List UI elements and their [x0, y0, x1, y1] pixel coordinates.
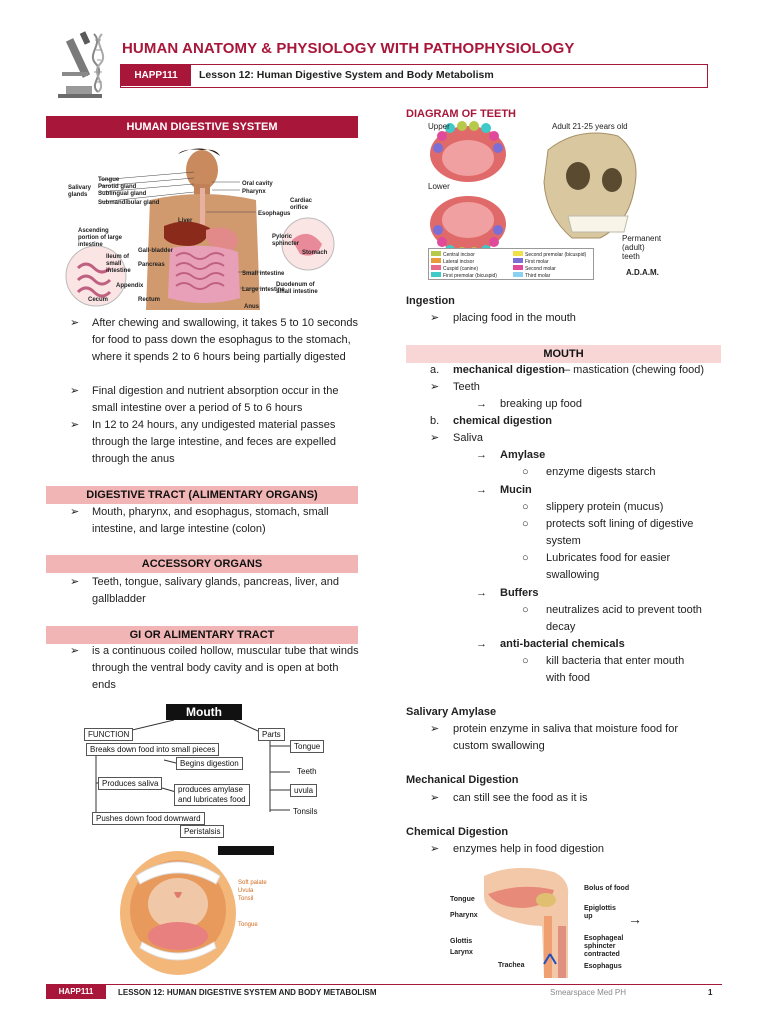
flow-f2: Produces saliva [98, 777, 162, 790]
mouth-illustration [118, 848, 238, 978]
swallow-larynx-label: Larynx [450, 949, 473, 956]
salivary-amylase-heading: Salivary Amylase [406, 706, 497, 718]
flow-function: FUNCTION [84, 728, 133, 741]
adam-logo: A.D.A.M. [626, 268, 659, 277]
legend-item: Lateral incisor [431, 258, 474, 265]
chemical-digestion-bullet: ➢ enzymes help in food digestion [430, 841, 730, 858]
flow-parts: Parts [258, 728, 285, 741]
swallow-esophagus-label: Esophagus [584, 963, 622, 970]
lesson-title: Lesson 12: Human Digestive System and Body Metabolism [199, 69, 494, 81]
label-appendix: Appendix [116, 283, 144, 289]
item-b-chemical: b. chemical digestion [430, 415, 553, 427]
ingestion-heading: Ingestion [406, 295, 455, 307]
label-small-intestine: Small intestine [242, 271, 285, 277]
swallow-bolus-label: Bolus of food [584, 885, 630, 892]
arrow-bullet-icon: ➢ [430, 432, 440, 444]
label-liver: Liver [178, 218, 193, 224]
teeth-lower-label: Lower [428, 182, 450, 191]
ingestion-bullet: ➢ placing food in the mouth [430, 310, 720, 327]
right-arrow-icon: → [476, 587, 487, 599]
label-parotid-gland: Parotid gland [98, 184, 137, 190]
arrow-bullet-icon: ➢ [430, 723, 440, 735]
flow-f3: Pushes down food downward [92, 812, 205, 825]
circle-bullet-icon: ○ [522, 518, 529, 530]
footer-brand: Smearspace Med PH [550, 988, 627, 997]
legend-item: Second molar [513, 265, 556, 272]
flow-f2b: produces amylase and lubricates food [174, 784, 250, 806]
mucin-sub-1: ○ slippery protein (mucus) [522, 499, 722, 516]
legend-swatch [431, 251, 441, 256]
label-gall-bladder: Gall-bladder [138, 248, 174, 254]
circle-bullet-icon: ○ [522, 655, 529, 667]
page-title: HUMAN ANATOMY & PHYSIOLOGY WITH PATHOPHYSIOLOGY [122, 40, 575, 57]
teeth-legend [428, 248, 594, 280]
teeth-subitem: → breaking up food [476, 396, 676, 413]
right-arrow-icon: → [476, 484, 487, 496]
teeth-item: ➢ Teeth [430, 379, 630, 396]
course-code-badge: HAPP111 [121, 65, 191, 86]
swallow-tongue-label: Tongue [450, 896, 475, 903]
label-tongue: Tongue [98, 177, 120, 183]
legend-item: First molar [513, 258, 549, 265]
antibacterial-item: → anti-bacterial chemicals [476, 636, 696, 653]
circle-bullet-icon: ○ [522, 466, 529, 478]
salivary-amylase-bullet: ➢ protein enzyme in saliva that moisture food for custom swallowing [430, 723, 679, 752]
legend-swatch [513, 265, 523, 270]
label-large-intestine: Large intestine [242, 287, 285, 293]
permanent-teeth-label: Permanent (adult) teeth [622, 234, 662, 261]
amylase-sub-1: ○ enzyme digests starch [522, 464, 722, 481]
diagram-teeth-title: DIAGRAM OF TEETH [406, 108, 516, 120]
section-human-digestive-system: HUMAN DIGESTIVE SYSTEM [46, 116, 358, 138]
arrow-bullet-icon: ➢ [430, 312, 440, 324]
arrow-bullet-icon: ➢ [70, 317, 80, 329]
arrow-bullet-icon: ➢ [430, 792, 440, 804]
label-duodenum: Duodenum of small intestine [276, 282, 318, 295]
legend-swatch [431, 272, 441, 277]
buffers-sub-1: ○ neutralizes acid to prevent tooth decay [522, 604, 702, 633]
amylase-item: → Amylase [476, 447, 676, 464]
swallow-trachea-label: Trachea [498, 962, 525, 969]
label-cardiac-orifice: Cardiac orifice [290, 198, 313, 211]
swallow-epiglottis-label: Epiglottis up [584, 905, 616, 920]
label-soft-palate: Soft palate [238, 880, 267, 886]
label-stomach: Stomach [302, 250, 328, 256]
legend-swatch [513, 272, 523, 277]
arrow-bullet-icon: ➢ [70, 576, 80, 588]
mouth-flowchart [84, 700, 338, 840]
label-pharynx: Pharynx [242, 189, 266, 195]
flow-p4: Tonsils [290, 806, 320, 817]
swallow-esophageal-label: Esophageal sphincter contracted [584, 935, 624, 958]
microscope-dna-icon [52, 28, 112, 100]
section-mouth: MOUTH [406, 345, 721, 363]
footer-lesson: LESSON 12: HUMAN DIGESTIVE SYSTEM AND BODY METABOLISM [118, 988, 377, 997]
legend-swatch [431, 258, 441, 263]
mucin-item: → Mucin [476, 482, 676, 499]
arrow-bullet-icon: ➢ [430, 381, 440, 393]
footer-line [46, 984, 722, 985]
arrow-bullet-icon: ➢ [70, 385, 80, 397]
label-pancreas: Pancreas [138, 262, 165, 268]
mechanical-digestion-bullet: ➢ can still see the food as it is [430, 790, 730, 807]
bullet-digestive-tract: ➢ Mouth, pharynx, and esophagus, stomach, small intestine, and large intestine (colon) [70, 506, 329, 535]
mechanical-digestion-heading: Mechanical Digestion [406, 774, 519, 786]
bullet-digestion-timing-3: ➢ In 12 to 24 hours, any undigested material passes through the large intestine, and feces are expelled through the anus [70, 419, 336, 465]
label-uvula: Uvula [238, 888, 254, 894]
mucin-sub-2: ○ protects soft lining of digestive system [522, 518, 694, 547]
label-salivary-glands: Salivary glands [68, 185, 92, 198]
swallow-pharynx-label: Pharynx [450, 912, 478, 919]
chemical-digestion-heading: Chemical Digestion [406, 826, 509, 838]
bullet-digestion-timing-1: ➢ After chewing and swallowing, it takes 5 to 10 seconds for food to pass down the esophagus to the stomach, where it spends 2 to 6 hours being partially digested [70, 317, 358, 363]
legend-item: Cuspid (canine) [431, 265, 478, 272]
saliva-item: ➢ Saliva [430, 430, 630, 447]
bullet-accessory-organs: ➢ Teeth, tongue, salivary glands, pancreas, liver, and gallbladder [70, 576, 340, 605]
arrow-bullet-icon: ➢ [70, 506, 80, 518]
label-submandibular-gland: Submandibular gland [98, 200, 160, 206]
mucin-sub-3: ○ Lubricates food for easier swallowing [522, 552, 671, 581]
label-anus: Anus [244, 304, 259, 310]
lesson-bar [120, 64, 708, 88]
section-gi-alimentary-tract: GI OR ALIMENTARY TRACT [46, 626, 358, 644]
label-tonsil: Tonsil [238, 896, 254, 902]
legend-item: Second premolar (bicuspid) [513, 251, 586, 258]
right-arrow-icon: → [476, 398, 487, 410]
label-ileum: Ileum of small intestine [106, 254, 131, 274]
circle-bullet-icon: ○ [522, 552, 529, 564]
header-logo [52, 28, 112, 100]
teeth-diagram [428, 120, 676, 284]
bullet-digestion-timing-2: ➢ Final digestion and nutrient absorption occur in the small intestine over a period of 5 to 6 hours [70, 385, 339, 414]
legend-item: Third molar [513, 272, 550, 279]
label-ascending-large-intestine: Ascending portion of large intestine [78, 228, 122, 248]
legend-swatch [513, 251, 523, 256]
teeth-adult-label: Adult 21-25 years old [552, 122, 628, 131]
label-esophagus: Esophagus [258, 211, 291, 217]
label-cecum: Cecum [88, 297, 109, 303]
flow-p3: uvula [290, 784, 317, 797]
flow-f1b: Begins digestion [176, 757, 243, 770]
label-pyloric-sphincter: Pyloric sphincter [272, 234, 300, 247]
circle-bullet-icon: ○ [522, 501, 529, 513]
legend-item: Central incisor [431, 251, 475, 258]
arrow-bullet-icon: ➢ [70, 419, 80, 431]
flow-title: Mouth [166, 704, 242, 720]
label-sublingual-gland: Sublingual gland [98, 191, 147, 197]
flow-p1: Tongue [290, 740, 324, 753]
right-arrow-icon: → [476, 449, 487, 461]
antibacterial-sub-1: ○ kill bacteria that enter mouth with food [522, 655, 685, 684]
flow-p2: Teeth [294, 766, 320, 777]
label-oral-cavity: Oral cavity [242, 181, 273, 187]
flow-f3b: Peristalsis [180, 825, 224, 838]
bullet-gi-tract: ➢ is a continuous coiled hollow, muscular tube that winds through the ventral body cavity and is open at both ends [70, 645, 359, 691]
item-a-mechanical: a. mechanical digestion – mastication (chewing food) [430, 364, 705, 376]
buffers-item: → Buffers [476, 585, 676, 602]
right-arrow-icon: → [628, 911, 642, 927]
label-rectum: Rectum [138, 297, 161, 303]
legend-item: First premolar (bicuspid) [431, 272, 497, 279]
right-arrow-icon: → [476, 638, 487, 650]
label-mouth-tongue: Tongue [238, 922, 258, 928]
swallow-glottis-label: Glottis [450, 938, 473, 945]
arrow-bullet-icon: ➢ [70, 645, 80, 657]
footer-page-number: 1 [708, 988, 713, 997]
section-accessory-organs: ACCESSORY ORGANS [46, 555, 358, 573]
arrow-bullet-icon: ➢ [430, 843, 440, 855]
legend-swatch [431, 265, 441, 270]
circle-bullet-icon: ○ [522, 604, 529, 616]
teeth-upper-label: Upper [428, 122, 450, 131]
flow-f1: Breaks down food into small pieces [86, 743, 219, 756]
section-digestive-tract: DIGESTIVE TRACT (ALIMENTARY ORGANS) [46, 486, 358, 504]
footer-code-badge: HAPP111 [46, 985, 106, 999]
legend-swatch [513, 258, 523, 263]
